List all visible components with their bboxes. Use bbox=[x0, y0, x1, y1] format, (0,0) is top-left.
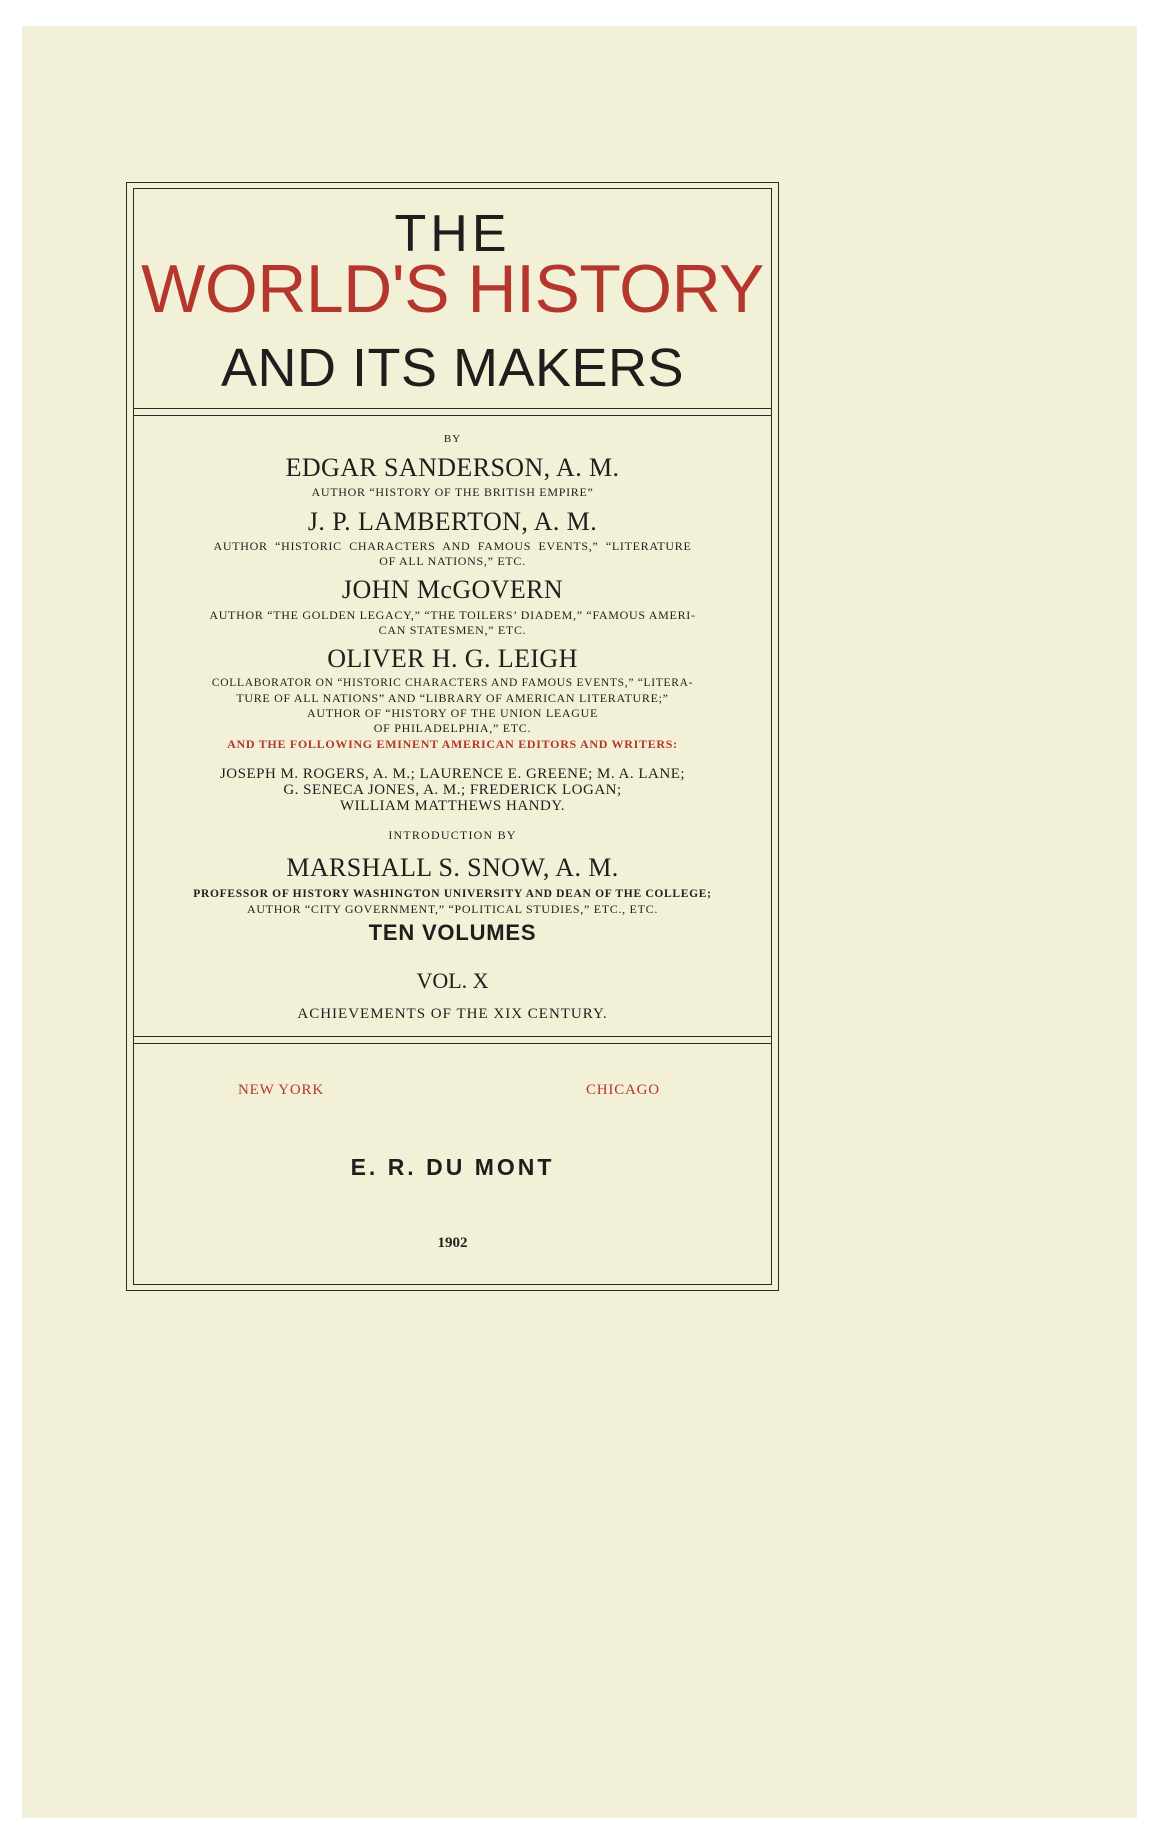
author-description: CAN STATESMEN,” ETC. bbox=[378, 623, 527, 637]
introducer-name: MARSHALL S. SNOW, A. M. bbox=[286, 853, 619, 882]
author-name: OLIVER H. G. LEIGH bbox=[327, 644, 578, 673]
author-description: OF ALL NATIONS,” ETC. bbox=[379, 554, 526, 568]
author-name: EDGAR SANDERSON, A. M. bbox=[285, 453, 620, 482]
editors-line: G. SENECA JONES, A. M.; FREDERICK LOGAN; bbox=[283, 782, 622, 798]
author-name: J. P. LAMBERTON, A. M. bbox=[307, 507, 598, 536]
author-description: AUTHOR “THE GOLDEN LEGACY,” “THE TOILERS’ DIADEM,” “FAMOUS AMERI- bbox=[209, 608, 696, 622]
imprint-divider-bottom bbox=[133, 1043, 772, 1044]
author-description: AUTHOR “HISTORY OF THE BRITISH EMPIRE” bbox=[311, 485, 594, 499]
volume-title: ACHIEVEMENTS OF THE XIX CENTURY. bbox=[297, 1006, 608, 1022]
city-chicago: CHICAGO bbox=[586, 1082, 660, 1098]
introducer-description: PROFESSOR OF HISTORY WASHINGTON UNIVERSITY AND DEAN OF THE COLLEGE; bbox=[193, 888, 712, 900]
author-description: OF PHILADELPHIA,” ETC. bbox=[373, 721, 532, 735]
ten-volumes: TEN VOLUMES bbox=[368, 920, 537, 945]
publisher-name: E. R. DU MONT bbox=[350, 1154, 555, 1180]
publication-year: 1902 bbox=[437, 1235, 468, 1251]
by-label: BY bbox=[443, 433, 462, 445]
city-new-york: NEW YORK bbox=[238, 1082, 324, 1098]
title-the: THE bbox=[394, 205, 511, 263]
editors-line: JOSEPH M. ROGERS, A. M.; LAURENCE E. GREENE; M. A. LANE; bbox=[219, 766, 686, 782]
volume-number: VOL. X bbox=[416, 968, 489, 993]
title-divider-top bbox=[133, 408, 772, 409]
introduction-label: INTRODUCTION BY bbox=[388, 828, 517, 842]
title-worlds-history: WORLD'S HISTORY bbox=[141, 251, 764, 327]
imprint-divider-top bbox=[133, 1036, 772, 1037]
title-and-its-makers: AND ITS MAKERS bbox=[220, 338, 685, 398]
author-description: AUTHOR OF “HISTORY OF THE UNION LEAGUE bbox=[306, 706, 599, 720]
author-description: COLLABORATOR ON “HISTORIC CHARACTERS AND FAMOUS EVENTS,” “LITERA- bbox=[211, 677, 694, 689]
title-divider-bottom bbox=[133, 415, 772, 416]
editors-line: WILLIAM MATTHEWS HANDY. bbox=[340, 798, 565, 814]
introducer-description: AUTHOR “CITY GOVERNMENT,” “POLITICAL STUDIES,” ETC., ETC. bbox=[246, 902, 659, 916]
author-name: JOHN McGOVERN bbox=[341, 575, 564, 604]
author-description: AUTHOR “HISTORIC CHARACTERS AND FAMOUS EVENTS,” “LITERATURE bbox=[213, 539, 692, 553]
author-description: TURE OF ALL NATIONS” AND “LIBRARY OF AMERICAN LITERATURE;” bbox=[236, 691, 669, 705]
editors-heading: AND THE FOLLOWING EMINENT AMERICAN EDITORS AND WRITERS: bbox=[227, 737, 678, 751]
